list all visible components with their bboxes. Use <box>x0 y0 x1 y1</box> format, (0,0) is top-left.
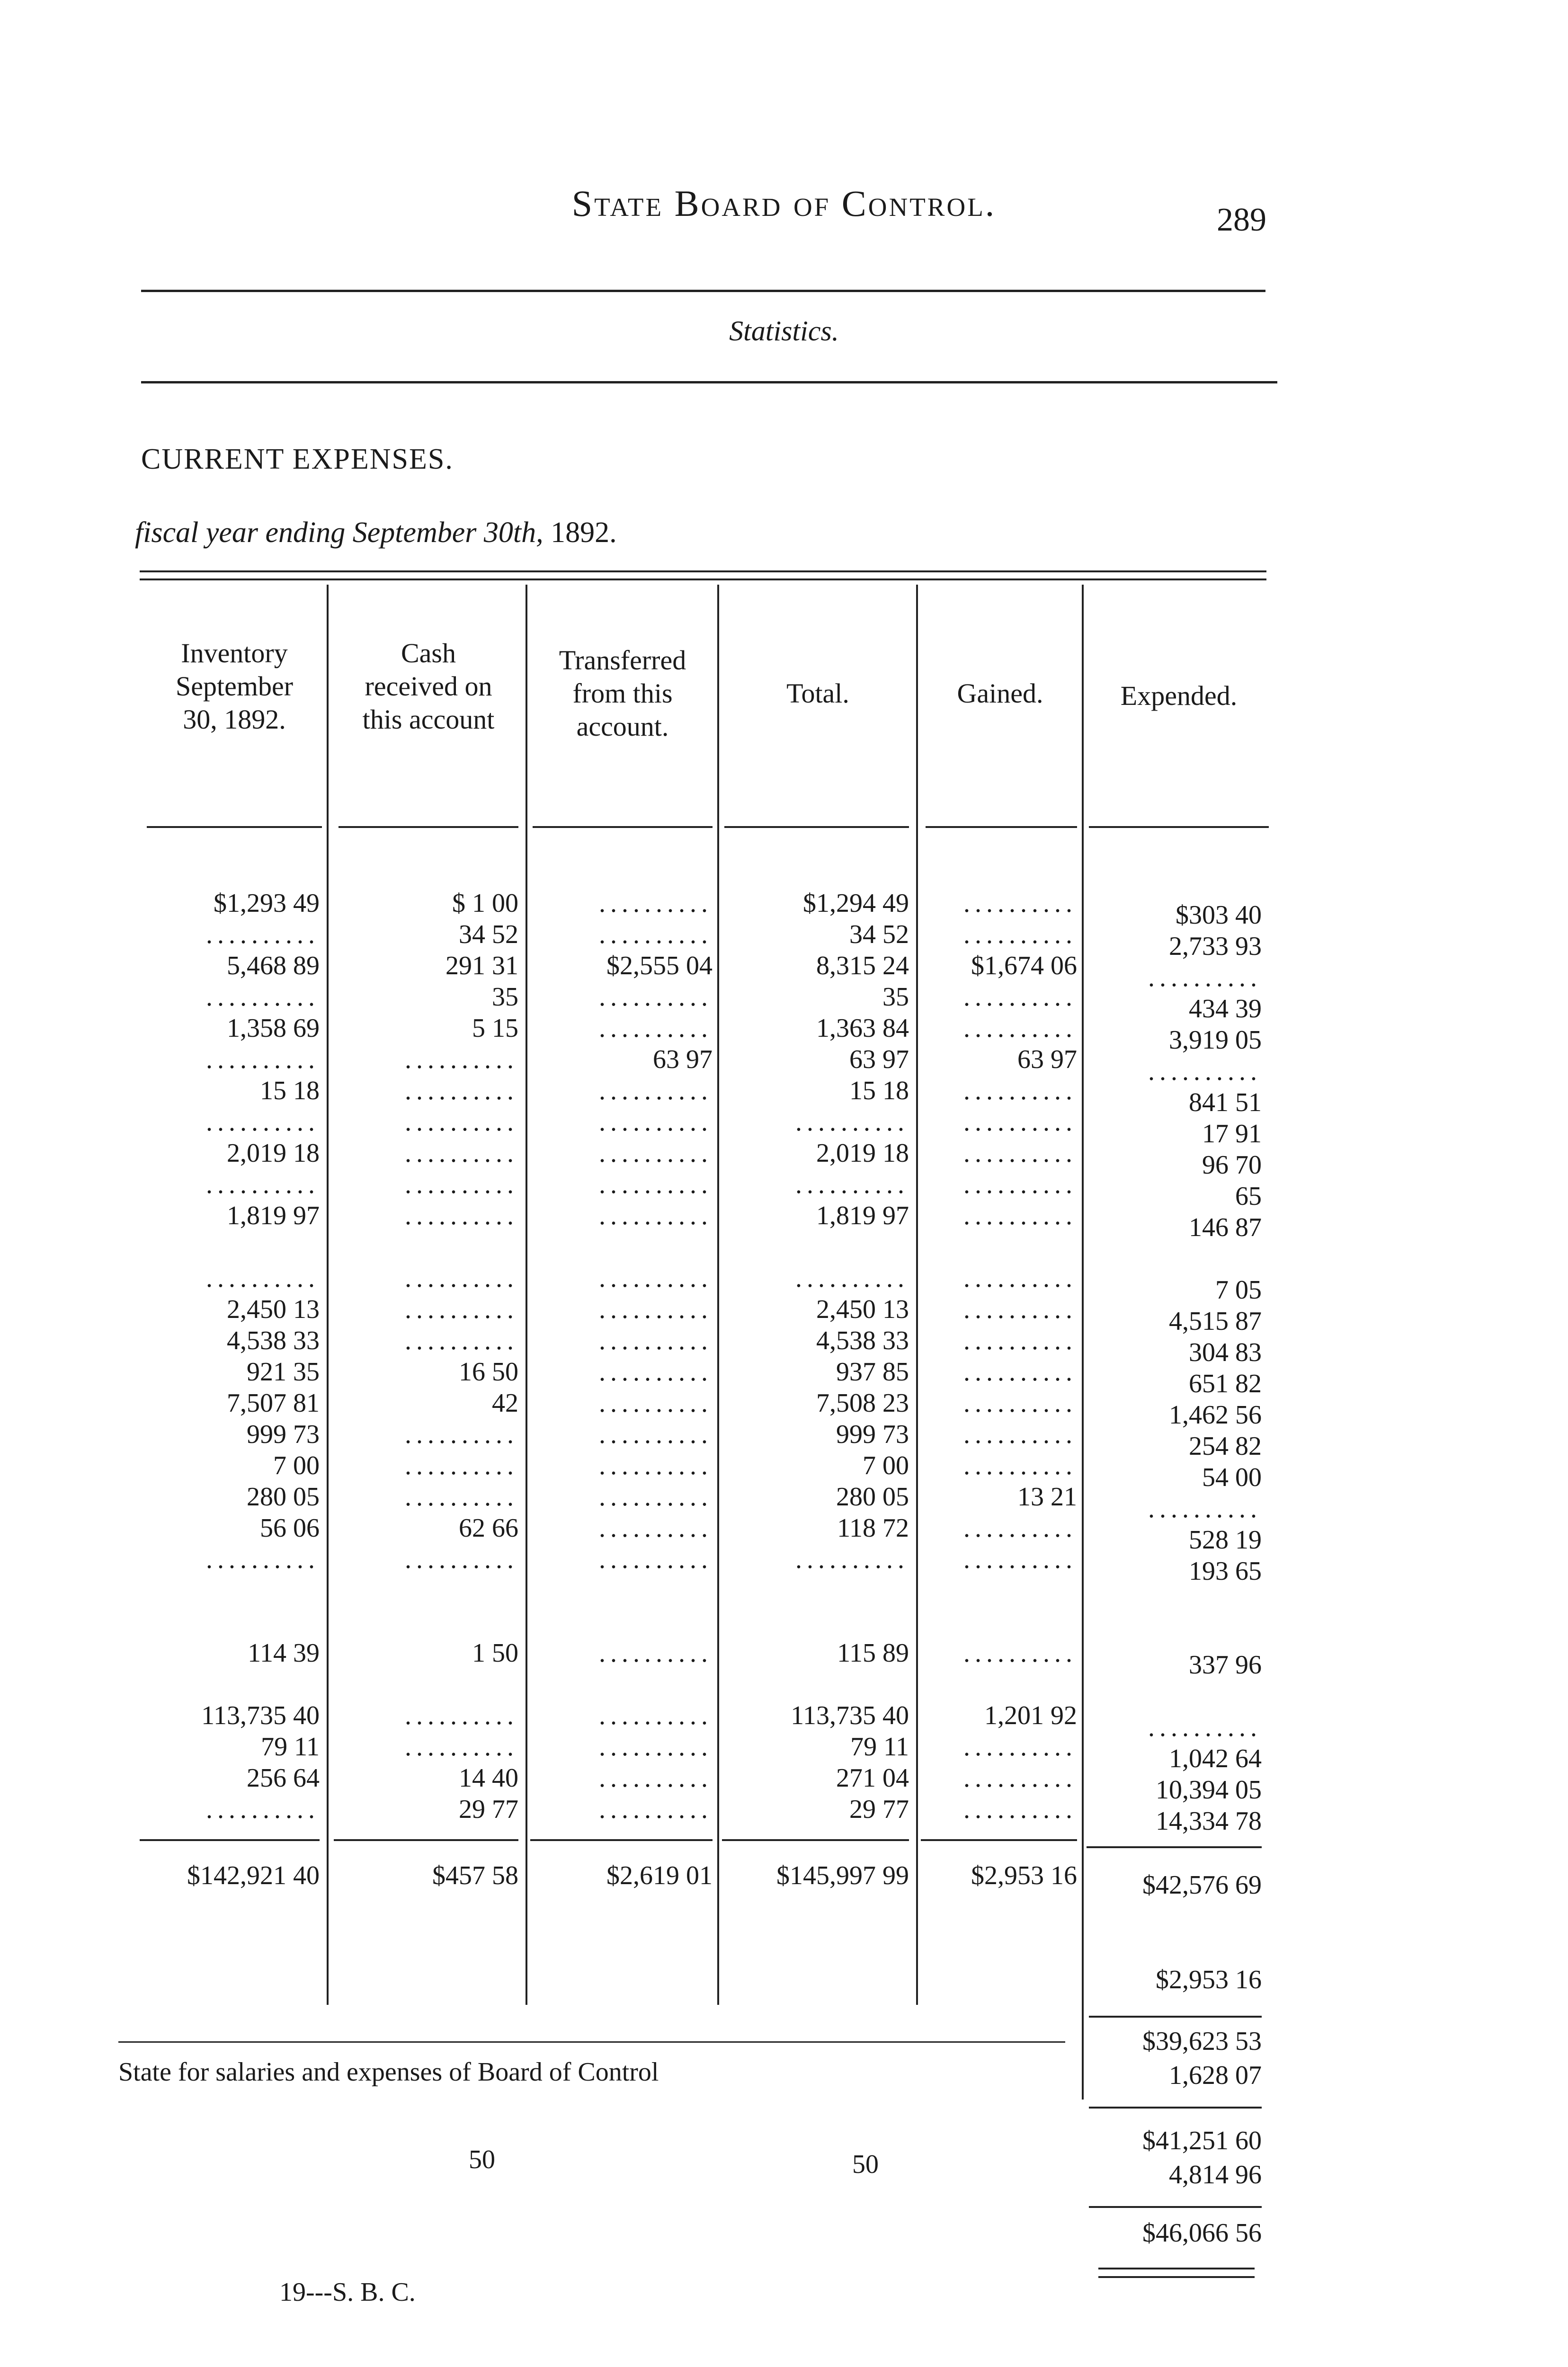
cell-transferred: .......... <box>599 1076 713 1105</box>
cell-cash <box>334 1231 518 1263</box>
header-gained: Gained. <box>957 678 1043 709</box>
cell-inventory: 921 35 <box>247 1357 320 1387</box>
cell-expended: .......... <box>1148 1057 1262 1086</box>
cell-gained: .......... <box>963 1420 1077 1449</box>
totals-rule-total <box>722 1839 909 1841</box>
cell-gained: .......... <box>963 1201 1077 1230</box>
cell-expended: 4,515 87 <box>1169 1307 1262 1336</box>
summary-state-amount: 1,628 07 <box>1169 2061 1262 2090</box>
cell-transferred: .......... <box>599 1482 713 1512</box>
fiscal-line-italic: fiscal year ending September 30th, <box>135 516 543 549</box>
cell-transferred: .......... <box>599 889 713 918</box>
header-dash-expended <box>1089 826 1269 828</box>
cell-cash <box>334 1606 518 1637</box>
cell-cash: 42 <box>492 1388 518 1418</box>
cell-expended: .......... <box>1148 1494 1262 1523</box>
page-number: 289 <box>1217 202 1266 238</box>
cell-transferred: .......... <box>599 1513 713 1543</box>
total-inventory: $142,921 40 <box>187 1861 320 1890</box>
column-transferred <box>530 888 713 1825</box>
cell-cash: 29 77 <box>459 1795 518 1824</box>
cell-expended: .......... <box>1148 1713 1262 1742</box>
cell-inventory: 280 05 <box>247 1482 320 1512</box>
cell-gained: 13 21 <box>1017 1482 1077 1512</box>
total-expended: $42,576 69 <box>1142 1870 1262 1900</box>
cell-expended: 528 19 <box>1189 1525 1262 1555</box>
cell-transferred: .......... <box>599 1357 713 1387</box>
summary-grand-total: $46,066 56 <box>1142 2218 1262 2248</box>
header-total: Total. <box>786 678 849 709</box>
cell-gained: .......... <box>963 1513 1077 1543</box>
cell-transferred: .......... <box>599 1638 713 1668</box>
summary-added: 4,814 96 <box>1169 2160 1262 2189</box>
header-cash: Cash received on this account <box>362 638 495 735</box>
cell-cash: .......... <box>405 1139 518 1168</box>
table-top-rule-1 <box>140 570 1266 572</box>
cell-cash <box>334 1575 518 1606</box>
cell-total: .......... <box>795 1545 909 1574</box>
cell-total: 271 04 <box>836 1763 909 1793</box>
cell-expended: 254 82 <box>1189 1432 1262 1461</box>
cell-total: 2,450 13 <box>816 1295 909 1324</box>
cell-gained: .......... <box>963 1638 1077 1668</box>
cell-cash: 291 31 <box>445 951 518 980</box>
cell-gained: .......... <box>963 1357 1077 1387</box>
cell-expended: 54 00 <box>1202 1463 1262 1492</box>
cell-total: 280 05 <box>836 1482 909 1512</box>
col-sep-5 <box>1082 585 1084 2100</box>
cell-total: 999 73 <box>836 1420 909 1449</box>
cell-transferred: .......... <box>599 1732 713 1762</box>
cell-transferred: .......... <box>599 1201 713 1230</box>
col-sep-4 <box>916 585 918 2005</box>
cell-gained: .......... <box>963 1326 1077 1355</box>
subheading: Statistics. <box>729 315 839 347</box>
cell-inventory <box>142 1669 320 1700</box>
cell-gained: .......... <box>963 1014 1077 1043</box>
cell-gained: .......... <box>963 1388 1077 1418</box>
cell-transferred <box>530 1669 713 1700</box>
cell-transferred: .......... <box>599 1107 713 1137</box>
cell-gained: .......... <box>963 1264 1077 1293</box>
cell-expended: 193 65 <box>1189 1557 1262 1586</box>
summary-fifty-left: 50 <box>469 2145 495 2174</box>
cell-total: 7,508 23 <box>816 1388 909 1418</box>
cell-expended: 7 05 <box>1215 1275 1262 1305</box>
cell-expended: .......... <box>1148 963 1262 992</box>
cell-gained: .......... <box>963 982 1077 1012</box>
second-rule <box>141 381 1277 383</box>
top-rule <box>141 290 1265 292</box>
cell-transferred <box>530 1575 713 1606</box>
cell-cash: .......... <box>405 1295 518 1324</box>
cell-gained: .......... <box>963 1295 1077 1324</box>
cell-cash: .......... <box>405 1482 518 1512</box>
cell-total: 1,819 97 <box>816 1201 909 1230</box>
column-expended <box>1087 899 1262 1837</box>
cell-cash: .......... <box>405 1701 518 1730</box>
cell-transferred: .......... <box>599 1139 713 1168</box>
cell-transferred: 63 97 <box>653 1045 713 1074</box>
col-sep-1 <box>327 585 329 2005</box>
header-transferred: Transferred from this account. <box>559 645 686 742</box>
cell-cash: 16 50 <box>459 1357 518 1387</box>
cell-total: 79 11 <box>850 1732 909 1762</box>
cell-gained <box>921 1669 1077 1700</box>
cell-gained: .......... <box>963 889 1077 918</box>
cell-expended: 434 39 <box>1189 994 1262 1023</box>
cell-gained: .......... <box>963 1451 1077 1480</box>
cell-inventory: 2,019 18 <box>227 1139 320 1168</box>
cell-total: $1,294 49 <box>803 889 909 918</box>
summary-net: $39,623 53 <box>1142 2027 1262 2056</box>
cell-inventory: 1,819 97 <box>227 1201 320 1230</box>
column-total <box>722 888 909 1825</box>
cell-total: 8,315 24 <box>816 951 909 980</box>
cell-cash: .......... <box>405 1545 518 1574</box>
cell-gained: 1,201 92 <box>984 1701 1077 1730</box>
cell-gained: .......... <box>963 1795 1077 1824</box>
total-transferred: $2,619 01 <box>606 1861 713 1890</box>
column-cash <box>334 888 518 1825</box>
cell-inventory: 79 11 <box>261 1732 320 1762</box>
cell-cash: .......... <box>405 1201 518 1230</box>
running-head: State Board of Control. <box>571 183 997 224</box>
cell-transferred <box>530 1606 713 1637</box>
cell-gained: .......... <box>963 1139 1077 1168</box>
cell-expended: 96 70 <box>1202 1150 1262 1180</box>
cell-total: 1,363 84 <box>816 1014 909 1043</box>
cell-gained: .......... <box>963 1763 1077 1793</box>
cell-transferred: .......... <box>599 1763 713 1793</box>
col-sep-2 <box>526 585 527 2005</box>
cell-total: .......... <box>795 1107 909 1137</box>
cell-inventory: 7,507 81 <box>227 1388 320 1418</box>
summary-rule-3 <box>1089 2206 1262 2208</box>
cell-cash: .......... <box>405 1107 518 1137</box>
cell-expended: 304 83 <box>1189 1338 1262 1367</box>
cell-cash: 5 15 <box>472 1014 518 1043</box>
cell-expended: 337 96 <box>1189 1650 1262 1680</box>
cell-expended <box>1087 1587 1262 1618</box>
cell-inventory: 15 18 <box>260 1076 320 1105</box>
header-dash-transferred <box>533 826 713 828</box>
cell-transferred: .......... <box>599 1451 713 1480</box>
cell-total: 63 97 <box>849 1045 909 1074</box>
cell-total: 113,735 40 <box>791 1701 909 1730</box>
cell-inventory <box>142 1575 320 1606</box>
col-sep-3 <box>717 585 719 2005</box>
cell-gained: .......... <box>963 1107 1077 1137</box>
cell-cash: .......... <box>405 1451 518 1480</box>
cell-transferred: .......... <box>599 1326 713 1355</box>
column-gained <box>921 888 1077 1825</box>
summary-rule-1 <box>1089 2016 1262 2018</box>
cell-transferred: .......... <box>599 1295 713 1324</box>
cell-gained <box>921 1575 1077 1606</box>
header-expended: Expended. <box>1120 680 1238 711</box>
cell-inventory: .......... <box>206 1264 320 1293</box>
cell-total: 35 <box>882 982 909 1012</box>
cell-transferred: $2,555 04 <box>606 951 713 980</box>
totals-rule-inventory <box>140 1839 320 1841</box>
cell-inventory: 4,538 33 <box>227 1326 320 1355</box>
cell-expended: $303 40 <box>1176 900 1262 930</box>
cell-gained: .......... <box>963 920 1077 949</box>
cell-transferred: .......... <box>599 1795 713 1824</box>
cell-cash: .......... <box>405 1326 518 1355</box>
table-top-rule-2 <box>140 578 1266 580</box>
cell-transferred: .......... <box>599 982 713 1012</box>
cell-gained: .......... <box>963 1545 1077 1574</box>
cell-cash: .......... <box>405 1264 518 1293</box>
grand-total-double-rule-1 <box>1098 2268 1255 2269</box>
cell-inventory: 5,468 89 <box>227 951 320 980</box>
cell-gained: 63 97 <box>1017 1045 1077 1074</box>
cell-expended <box>1087 1243 1262 1274</box>
column-inventory <box>142 888 320 1825</box>
summary-state-line: State for salaries and expenses of Board of Control <box>118 2057 659 2087</box>
cell-cash: .......... <box>405 1076 518 1105</box>
cell-cash: 34 52 <box>459 920 518 949</box>
cell-total: 34 52 <box>849 920 909 949</box>
cell-expended: 146 87 <box>1189 1213 1262 1242</box>
cell-inventory: 256 64 <box>247 1763 320 1793</box>
header-dash-gained <box>926 826 1077 828</box>
totals-rule-gained <box>921 1839 1077 1841</box>
cell-inventory: .......... <box>206 982 320 1012</box>
totals-rule-expended <box>1087 1846 1262 1848</box>
grand-total-double-rule-2 <box>1098 2276 1255 2278</box>
cell-expended: 651 82 <box>1189 1369 1262 1398</box>
cell-inventory: 999 73 <box>247 1420 320 1449</box>
cell-total: 29 77 <box>849 1795 909 1824</box>
cell-total <box>722 1231 909 1263</box>
cell-expended: 841 51 <box>1189 1088 1262 1117</box>
cell-expended <box>1087 1618 1262 1649</box>
cell-inventory: .......... <box>206 920 320 949</box>
cell-expended: 2,733 93 <box>1169 932 1262 961</box>
cell-total <box>722 1606 909 1637</box>
cell-transferred: .......... <box>599 920 713 949</box>
cell-transferred: .......... <box>599 1014 713 1043</box>
totals-rule-cash <box>334 1839 518 1841</box>
cell-inventory: .......... <box>206 1170 320 1199</box>
cell-inventory: .......... <box>206 1545 320 1574</box>
cell-cash: 62 66 <box>459 1513 518 1543</box>
cell-transferred: .......... <box>599 1170 713 1199</box>
cell-total: 7 00 <box>863 1451 909 1480</box>
cell-expended: 10,394 05 <box>1156 1775 1262 1805</box>
cell-cash: .......... <box>405 1045 518 1074</box>
cell-total: 937 85 <box>836 1357 909 1387</box>
cell-cash: .......... <box>405 1170 518 1199</box>
header-dash-total <box>724 826 909 828</box>
cell-transferred <box>530 1231 713 1263</box>
fiscal-year: 1892. <box>551 516 617 549</box>
cell-inventory <box>142 1606 320 1637</box>
total-cash: $457 58 <box>432 1861 518 1890</box>
cell-cash: $ 1 00 <box>452 889 518 918</box>
cell-cash: 14 40 <box>459 1763 518 1793</box>
cell-expended: 3,919 05 <box>1169 1025 1262 1055</box>
fiscal-line <box>135 516 617 550</box>
cell-total: 2,019 18 <box>816 1139 909 1168</box>
cell-total <box>722 1575 909 1606</box>
cell-transferred: .......... <box>599 1545 713 1574</box>
state-line-rule <box>118 2041 1065 2043</box>
cell-gained <box>921 1231 1077 1263</box>
cell-cash <box>334 1669 518 1700</box>
footer-signature: 19---S. B. C. <box>279 2278 416 2307</box>
cell-expended: 17 91 <box>1202 1119 1262 1148</box>
cell-transferred: .......... <box>599 1701 713 1730</box>
cell-inventory: 114 39 <box>248 1638 320 1668</box>
summary-subtotal: $41,251 60 <box>1142 2126 1262 2155</box>
cell-expended: 65 <box>1235 1182 1262 1211</box>
total-gained: $2,953 16 <box>971 1861 1077 1890</box>
cell-inventory: 113,735 40 <box>201 1701 320 1730</box>
header-dash-cash <box>339 826 518 828</box>
cell-inventory: 2,450 13 <box>227 1295 320 1324</box>
cell-inventory: $1,293 49 <box>214 889 320 918</box>
summary-less-gained: $2,953 16 <box>1156 1965 1262 1994</box>
summary-fifty-right: 50 <box>852 2150 879 2179</box>
cell-total: 115 89 <box>837 1638 909 1668</box>
cell-inventory: 7 00 <box>273 1451 320 1480</box>
cell-gained: $1,674 06 <box>971 951 1077 980</box>
cell-expended: 1,042 64 <box>1169 1744 1262 1773</box>
cell-transferred: .......... <box>599 1264 713 1293</box>
summary-rule-2 <box>1089 2107 1262 2109</box>
cell-expended <box>1087 1681 1262 1712</box>
cell-transferred: .......... <box>599 1420 713 1449</box>
cell-gained: .......... <box>963 1732 1077 1762</box>
cell-total: 118 72 <box>837 1513 909 1543</box>
cell-total: 15 18 <box>849 1076 909 1105</box>
cell-cash: 35 <box>492 982 518 1012</box>
cell-inventory: 1,358 69 <box>227 1014 320 1043</box>
cell-cash: 1 50 <box>472 1638 518 1668</box>
header-inventory: Inventory September 30, 1892. <box>175 638 294 735</box>
cell-transferred: .......... <box>599 1388 713 1418</box>
cell-expended: 14,334 78 <box>1156 1806 1262 1836</box>
totals-rule-transferred <box>530 1839 713 1841</box>
cell-total: 4,538 33 <box>816 1326 909 1355</box>
cell-gained <box>921 1606 1077 1637</box>
cell-cash: .......... <box>405 1732 518 1762</box>
cell-inventory: .......... <box>206 1795 320 1824</box>
cell-total: .......... <box>795 1264 909 1293</box>
total-total: $145,997 99 <box>776 1861 909 1890</box>
cell-inventory <box>142 1231 320 1263</box>
cell-total: .......... <box>795 1170 909 1199</box>
cell-gained: .......... <box>963 1170 1077 1199</box>
section-title: CURRENT EXPENSES. <box>141 443 454 475</box>
header-dash-inventory <box>147 826 322 828</box>
cell-inventory: .......... <box>206 1107 320 1137</box>
cell-inventory: 56 06 <box>260 1513 320 1543</box>
cell-gained: .......... <box>963 1076 1077 1105</box>
cell-expended: 1,462 56 <box>1169 1400 1262 1430</box>
cell-cash: .......... <box>405 1420 518 1449</box>
cell-total <box>722 1669 909 1700</box>
cell-inventory: .......... <box>206 1045 320 1074</box>
